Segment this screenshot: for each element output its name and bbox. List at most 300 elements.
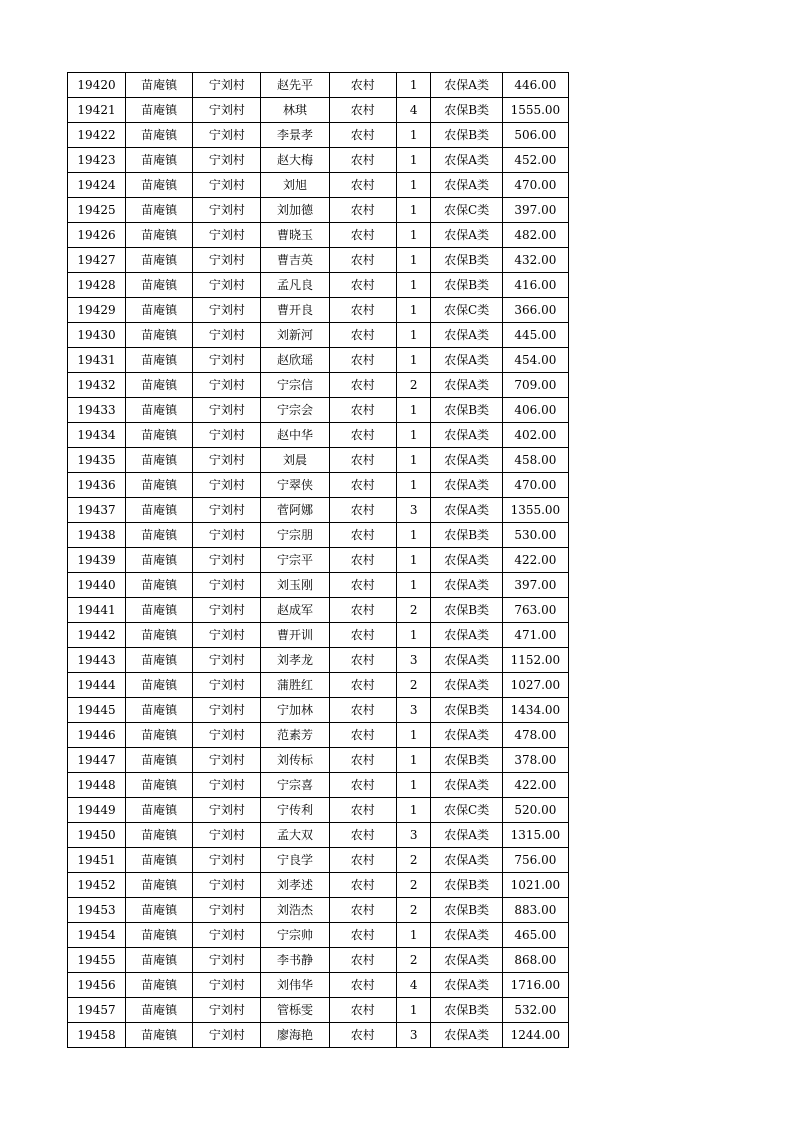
id-cell: 19433 [68, 398, 126, 423]
area-type-cell: 农村 [329, 848, 396, 873]
name-cell: 刘传标 [261, 748, 329, 773]
household-count-cell: 1 [396, 323, 431, 348]
id-cell: 19445 [68, 698, 126, 723]
table-row [68, 973, 569, 998]
area-type-cell: 农村 [329, 323, 396, 348]
table-row [68, 448, 569, 473]
name-cell: 曹开训 [261, 623, 329, 648]
insurance-category-cell: 农保A类 [431, 423, 502, 448]
insurance-category-cell: 农保A类 [431, 823, 502, 848]
amount-cell: 1315.00 [502, 823, 568, 848]
amount-cell: 763.00 [502, 598, 568, 623]
household-count-cell: 1 [396, 148, 431, 173]
household-count-cell: 3 [396, 1023, 431, 1048]
area-type-cell: 农村 [329, 273, 396, 298]
name-cell: 曹吉英 [261, 248, 329, 273]
insurance-category-cell: 农保A类 [431, 373, 502, 398]
town-cell: 苗庵镇 [126, 773, 193, 798]
insurance-category-cell: 农保A类 [431, 548, 502, 573]
household-count-cell: 1 [396, 423, 431, 448]
id-cell: 19437 [68, 498, 126, 523]
area-type-cell: 农村 [329, 248, 396, 273]
town-cell: 苗庵镇 [126, 723, 193, 748]
town-cell: 苗庵镇 [126, 173, 193, 198]
amount-cell: 482.00 [502, 223, 568, 248]
insurance-category-cell: 农保B类 [431, 523, 502, 548]
village-cell: 宁刘村 [193, 548, 261, 573]
name-cell: 刘孝龙 [261, 648, 329, 673]
town-cell: 苗庵镇 [126, 948, 193, 973]
amount-cell: 416.00 [502, 273, 568, 298]
table-row [68, 123, 569, 148]
name-cell: 刘旭 [261, 173, 329, 198]
town-cell: 苗庵镇 [126, 548, 193, 573]
amount-cell: 366.00 [502, 298, 568, 323]
village-cell: 宁刘村 [193, 173, 261, 198]
table-row [68, 298, 569, 323]
id-cell: 19452 [68, 873, 126, 898]
household-count-cell: 4 [396, 973, 431, 998]
village-cell: 宁刘村 [193, 998, 261, 1023]
table-row [68, 373, 569, 398]
area-type-cell: 农村 [329, 973, 396, 998]
table-row [68, 723, 569, 748]
table-row [68, 648, 569, 673]
amount-cell: 446.00 [502, 73, 568, 98]
area-type-cell: 农村 [329, 723, 396, 748]
insurance-category-cell: 农保A类 [431, 923, 502, 948]
table-row [68, 748, 569, 773]
household-count-cell: 1 [396, 348, 431, 373]
insurance-category-cell: 农保B类 [431, 873, 502, 898]
town-cell: 苗庵镇 [126, 623, 193, 648]
household-count-cell: 2 [396, 373, 431, 398]
amount-cell: 378.00 [502, 748, 568, 773]
table-body [68, 73, 569, 1048]
area-type-cell: 农村 [329, 223, 396, 248]
area-type-cell: 农村 [329, 748, 396, 773]
name-cell: 宁传利 [261, 798, 329, 823]
household-count-cell: 1 [396, 223, 431, 248]
village-cell: 宁刘村 [193, 423, 261, 448]
area-type-cell: 农村 [329, 473, 396, 498]
area-type-cell: 农村 [329, 198, 396, 223]
insurance-category-cell: 农保A类 [431, 623, 502, 648]
insurance-category-cell: 农保A类 [431, 948, 502, 973]
name-cell: 曹晓玉 [261, 223, 329, 248]
town-cell: 苗庵镇 [126, 248, 193, 273]
id-cell: 19427 [68, 248, 126, 273]
town-cell: 苗庵镇 [126, 823, 193, 848]
town-cell: 苗庵镇 [126, 573, 193, 598]
name-cell: 赵先平 [261, 73, 329, 98]
town-cell: 苗庵镇 [126, 298, 193, 323]
id-cell: 19447 [68, 748, 126, 773]
village-cell: 宁刘村 [193, 848, 261, 873]
id-cell: 19458 [68, 1023, 126, 1048]
name-cell: 管栎雯 [261, 998, 329, 1023]
table-row [68, 873, 569, 898]
town-cell: 苗庵镇 [126, 323, 193, 348]
village-cell: 宁刘村 [193, 323, 261, 348]
household-count-cell: 2 [396, 673, 431, 698]
table-row [68, 73, 569, 98]
amount-cell: 422.00 [502, 773, 568, 798]
insurance-category-cell: 农保B类 [431, 998, 502, 1023]
insurance-category-cell: 农保C类 [431, 198, 502, 223]
insurance-category-cell: 农保A类 [431, 148, 502, 173]
id-cell: 19434 [68, 423, 126, 448]
table-row [68, 423, 569, 448]
town-cell: 苗庵镇 [126, 198, 193, 223]
amount-cell: 520.00 [502, 798, 568, 823]
area-type-cell: 农村 [329, 548, 396, 573]
table-row [68, 848, 569, 873]
insurance-category-cell: 农保B类 [431, 398, 502, 423]
town-cell: 苗庵镇 [126, 223, 193, 248]
village-cell: 宁刘村 [193, 973, 261, 998]
area-type-cell: 农村 [329, 448, 396, 473]
amount-cell: 506.00 [502, 123, 568, 148]
town-cell: 苗庵镇 [126, 748, 193, 773]
village-cell: 宁刘村 [193, 473, 261, 498]
town-cell: 苗庵镇 [126, 998, 193, 1023]
amount-cell: 1244.00 [502, 1023, 568, 1048]
name-cell: 刘新河 [261, 323, 329, 348]
allowance-table [67, 72, 569, 1048]
insurance-category-cell: 农保A类 [431, 473, 502, 498]
id-cell: 19435 [68, 448, 126, 473]
household-count-cell: 1 [396, 998, 431, 1023]
name-cell: 宁宗信 [261, 373, 329, 398]
id-cell: 19442 [68, 623, 126, 648]
amount-cell: 471.00 [502, 623, 568, 648]
village-cell: 宁刘村 [193, 348, 261, 373]
town-cell: 苗庵镇 [126, 423, 193, 448]
id-cell: 19457 [68, 998, 126, 1023]
insurance-category-cell: 农保A类 [431, 848, 502, 873]
household-count-cell: 1 [396, 573, 431, 598]
name-cell: 李景孝 [261, 123, 329, 148]
table-row [68, 698, 569, 723]
town-cell: 苗庵镇 [126, 923, 193, 948]
insurance-category-cell: 农保A类 [431, 223, 502, 248]
id-cell: 19432 [68, 373, 126, 398]
table-row [68, 398, 569, 423]
amount-cell: 868.00 [502, 948, 568, 973]
insurance-category-cell: 农保C类 [431, 298, 502, 323]
area-type-cell: 农村 [329, 573, 396, 598]
table-row [68, 823, 569, 848]
table-row [68, 598, 569, 623]
village-cell: 宁刘村 [193, 148, 261, 173]
village-cell: 宁刘村 [193, 523, 261, 548]
amount-cell: 1555.00 [502, 98, 568, 123]
town-cell: 苗庵镇 [126, 898, 193, 923]
name-cell: 刘加德 [261, 198, 329, 223]
household-count-cell: 1 [396, 123, 431, 148]
area-type-cell: 农村 [329, 648, 396, 673]
insurance-category-cell: 农保A类 [431, 773, 502, 798]
id-cell: 19444 [68, 673, 126, 698]
village-cell: 宁刘村 [193, 623, 261, 648]
amount-cell: 470.00 [502, 473, 568, 498]
insurance-category-cell: 农保A类 [431, 673, 502, 698]
table-row [68, 673, 569, 698]
id-cell: 19421 [68, 98, 126, 123]
name-cell: 宁宗会 [261, 398, 329, 423]
town-cell: 苗庵镇 [126, 973, 193, 998]
id-cell: 19420 [68, 73, 126, 98]
household-count-cell: 1 [396, 173, 431, 198]
insurance-category-cell: 农保A类 [431, 723, 502, 748]
village-cell: 宁刘村 [193, 748, 261, 773]
area-type-cell: 农村 [329, 873, 396, 898]
amount-cell: 532.00 [502, 998, 568, 1023]
household-count-cell: 3 [396, 823, 431, 848]
household-count-cell: 2 [396, 873, 431, 898]
id-cell: 19425 [68, 198, 126, 223]
amount-cell: 432.00 [502, 248, 568, 273]
area-type-cell: 农村 [329, 773, 396, 798]
name-cell: 赵欣瑶 [261, 348, 329, 373]
insurance-category-cell: 农保B类 [431, 273, 502, 298]
village-cell: 宁刘村 [193, 573, 261, 598]
area-type-cell: 农村 [329, 673, 396, 698]
name-cell: 宁宗朋 [261, 523, 329, 548]
household-count-cell: 1 [396, 748, 431, 773]
household-count-cell: 1 [396, 773, 431, 798]
town-cell: 苗庵镇 [126, 798, 193, 823]
id-cell: 19429 [68, 298, 126, 323]
insurance-category-cell: 农保C类 [431, 798, 502, 823]
name-cell: 宁宗喜 [261, 773, 329, 798]
area-type-cell: 农村 [329, 498, 396, 523]
area-type-cell: 农村 [329, 798, 396, 823]
household-count-cell: 1 [396, 398, 431, 423]
amount-cell: 1434.00 [502, 698, 568, 723]
id-cell: 19440 [68, 573, 126, 598]
village-cell: 宁刘村 [193, 498, 261, 523]
household-count-cell: 4 [396, 98, 431, 123]
id-cell: 19454 [68, 923, 126, 948]
insurance-category-cell: 农保A类 [431, 348, 502, 373]
village-cell: 宁刘村 [193, 723, 261, 748]
table-row [68, 323, 569, 348]
id-cell: 19441 [68, 598, 126, 623]
insurance-category-cell: 农保B类 [431, 98, 502, 123]
town-cell: 苗庵镇 [126, 523, 193, 548]
name-cell: 曹开良 [261, 298, 329, 323]
name-cell: 赵中华 [261, 423, 329, 448]
name-cell: 宁宗帅 [261, 923, 329, 948]
insurance-category-cell: 农保B类 [431, 898, 502, 923]
household-count-cell: 1 [396, 248, 431, 273]
village-cell: 宁刘村 [193, 1023, 261, 1048]
amount-cell: 1355.00 [502, 498, 568, 523]
area-type-cell: 农村 [329, 348, 396, 373]
town-cell: 苗庵镇 [126, 73, 193, 98]
table-row [68, 223, 569, 248]
amount-cell: 470.00 [502, 173, 568, 198]
village-cell: 宁刘村 [193, 648, 261, 673]
id-cell: 19422 [68, 123, 126, 148]
id-cell: 19448 [68, 773, 126, 798]
village-cell: 宁刘村 [193, 948, 261, 973]
area-type-cell: 农村 [329, 123, 396, 148]
table-row [68, 173, 569, 198]
household-count-cell: 2 [396, 598, 431, 623]
amount-cell: 406.00 [502, 398, 568, 423]
table-row [68, 923, 569, 948]
area-type-cell: 农村 [329, 823, 396, 848]
name-cell: 宁加林 [261, 698, 329, 723]
table-row [68, 998, 569, 1023]
household-count-cell: 1 [396, 923, 431, 948]
area-type-cell: 农村 [329, 373, 396, 398]
town-cell: 苗庵镇 [126, 148, 193, 173]
amount-cell: 1152.00 [502, 648, 568, 673]
town-cell: 苗庵镇 [126, 398, 193, 423]
town-cell: 苗庵镇 [126, 123, 193, 148]
amount-cell: 402.00 [502, 423, 568, 448]
town-cell: 苗庵镇 [126, 373, 193, 398]
amount-cell: 1021.00 [502, 873, 568, 898]
village-cell: 宁刘村 [193, 373, 261, 398]
amount-cell: 709.00 [502, 373, 568, 398]
id-cell: 19451 [68, 848, 126, 873]
town-cell: 苗庵镇 [126, 648, 193, 673]
village-cell: 宁刘村 [193, 873, 261, 898]
household-count-cell: 1 [396, 298, 431, 323]
insurance-category-cell: 农保B类 [431, 248, 502, 273]
name-cell: 孟大双 [261, 823, 329, 848]
amount-cell: 883.00 [502, 898, 568, 923]
town-cell: 苗庵镇 [126, 698, 193, 723]
household-count-cell: 1 [396, 473, 431, 498]
name-cell: 赵成军 [261, 598, 329, 623]
id-cell: 19439 [68, 548, 126, 573]
name-cell: 刘伟华 [261, 973, 329, 998]
household-count-cell: 3 [396, 648, 431, 673]
town-cell: 苗庵镇 [126, 1023, 193, 1048]
insurance-category-cell: 农保A类 [431, 173, 502, 198]
village-cell: 宁刘村 [193, 223, 261, 248]
name-cell: 宁良学 [261, 848, 329, 873]
amount-cell: 1716.00 [502, 973, 568, 998]
village-cell: 宁刘村 [193, 298, 261, 323]
amount-cell: 452.00 [502, 148, 568, 173]
insurance-category-cell: 农保A类 [431, 648, 502, 673]
id-cell: 19450 [68, 823, 126, 848]
id-cell: 19430 [68, 323, 126, 348]
village-cell: 宁刘村 [193, 598, 261, 623]
id-cell: 19436 [68, 473, 126, 498]
insurance-category-cell: 农保B类 [431, 123, 502, 148]
insurance-category-cell: 农保A类 [431, 448, 502, 473]
table-row [68, 548, 569, 573]
name-cell: 林琪 [261, 98, 329, 123]
name-cell: 赵大梅 [261, 148, 329, 173]
household-count-cell: 1 [396, 723, 431, 748]
amount-cell: 478.00 [502, 723, 568, 748]
name-cell: 廖海艳 [261, 1023, 329, 1048]
name-cell: 宁翠侠 [261, 473, 329, 498]
area-type-cell: 农村 [329, 923, 396, 948]
name-cell: 李书静 [261, 948, 329, 973]
insurance-category-cell: 农保B类 [431, 748, 502, 773]
village-cell: 宁刘村 [193, 673, 261, 698]
table-row [68, 148, 569, 173]
id-cell: 19449 [68, 798, 126, 823]
amount-cell: 454.00 [502, 348, 568, 373]
household-count-cell: 2 [396, 898, 431, 923]
town-cell: 苗庵镇 [126, 273, 193, 298]
household-count-cell: 1 [396, 73, 431, 98]
table-row [68, 348, 569, 373]
village-cell: 宁刘村 [193, 698, 261, 723]
table-row [68, 623, 569, 648]
village-cell: 宁刘村 [193, 898, 261, 923]
town-cell: 苗庵镇 [126, 348, 193, 373]
amount-cell: 397.00 [502, 198, 568, 223]
household-count-cell: 1 [396, 448, 431, 473]
insurance-category-cell: 农保B类 [431, 698, 502, 723]
household-count-cell: 2 [396, 948, 431, 973]
town-cell: 苗庵镇 [126, 448, 193, 473]
area-type-cell: 农村 [329, 623, 396, 648]
name-cell: 刘浩杰 [261, 898, 329, 923]
household-count-cell: 2 [396, 848, 431, 873]
town-cell: 苗庵镇 [126, 848, 193, 873]
area-type-cell: 农村 [329, 73, 396, 98]
table-row [68, 573, 569, 598]
town-cell: 苗庵镇 [126, 473, 193, 498]
household-count-cell: 1 [396, 523, 431, 548]
name-cell: 范素芳 [261, 723, 329, 748]
name-cell: 刘玉刚 [261, 573, 329, 598]
id-cell: 19424 [68, 173, 126, 198]
amount-cell: 756.00 [502, 848, 568, 873]
insurance-category-cell: 农保A类 [431, 573, 502, 598]
table-row [68, 948, 569, 973]
village-cell: 宁刘村 [193, 248, 261, 273]
table-row [68, 198, 569, 223]
household-count-cell: 1 [396, 548, 431, 573]
id-cell: 19438 [68, 523, 126, 548]
insurance-category-cell: 农保A类 [431, 323, 502, 348]
insurance-category-cell: 农保A类 [431, 973, 502, 998]
insurance-category-cell: 农保A类 [431, 498, 502, 523]
area-type-cell: 农村 [329, 423, 396, 448]
id-cell: 19426 [68, 223, 126, 248]
household-count-cell: 1 [396, 798, 431, 823]
table-row [68, 523, 569, 548]
area-type-cell: 农村 [329, 948, 396, 973]
village-cell: 宁刘村 [193, 773, 261, 798]
id-cell: 19431 [68, 348, 126, 373]
area-type-cell: 农村 [329, 898, 396, 923]
insurance-category-cell: 农保A类 [431, 73, 502, 98]
name-cell: 菅阿娜 [261, 498, 329, 523]
table-row [68, 773, 569, 798]
amount-cell: 397.00 [502, 573, 568, 598]
table-row [68, 473, 569, 498]
name-cell: 刘孝述 [261, 873, 329, 898]
area-type-cell: 农村 [329, 998, 396, 1023]
village-cell: 宁刘村 [193, 273, 261, 298]
id-cell: 19446 [68, 723, 126, 748]
